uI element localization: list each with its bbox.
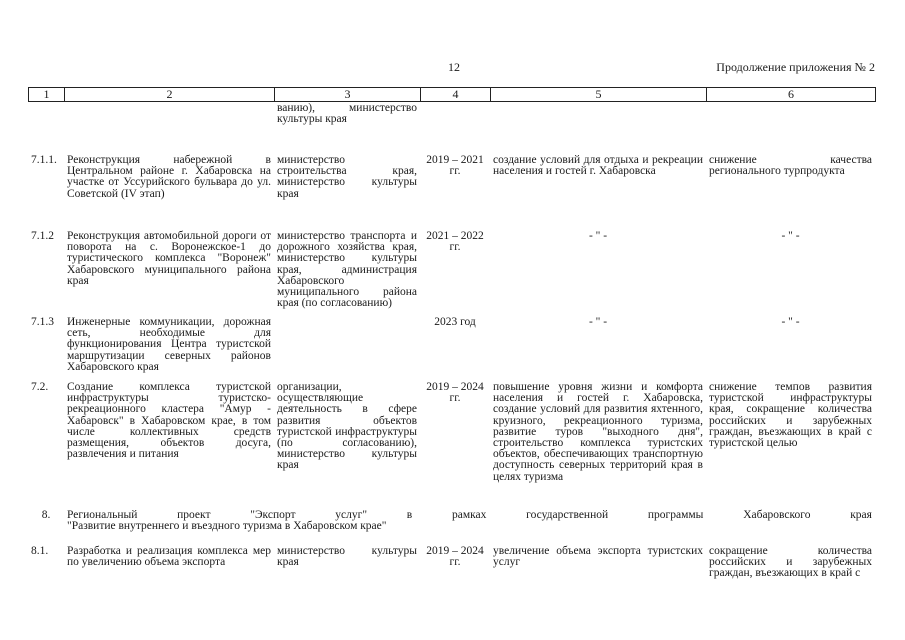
row-consequence: - " - — [781, 316, 800, 328]
section-word: проект — [177, 509, 211, 521]
table-row — [28, 155, 875, 231]
section-word: Региональный — [67, 509, 138, 521]
table-row — [28, 317, 875, 382]
row-executor: министерство строительства края, министерство культуры края — [277, 154, 417, 200]
section-word: услуг" — [335, 509, 368, 521]
row-number: 7.1.1. — [31, 154, 57, 166]
row-result: - " - — [588, 316, 608, 328]
row-number: 7.1.2 — [31, 230, 54, 242]
row-period: 2019 – 2024 гг. — [426, 545, 484, 569]
row-executor: министерство транспорта и дорожного хозяйства края, министерство культуры края, администрация Хабаровского муниципального района края (по согласованию) — [277, 230, 417, 310]
section-number: 8. — [41, 509, 51, 521]
column-number-header — [28, 87, 876, 102]
col-header-5: 5 — [491, 88, 707, 102]
page-number: 12 — [448, 60, 460, 74]
table-row — [28, 546, 875, 592]
row-result: увеличение объема экспорта туристских услуг — [493, 545, 703, 569]
carryover-executor: ванию), министерство культуры края — [277, 102, 417, 126]
section-title-line2: "Развитие внутреннего и въездного туризма в Хабаровском крае" — [67, 520, 387, 533]
section-word: края — [850, 509, 872, 521]
col-header-4: 4 — [421, 88, 491, 102]
section-word: в — [406, 509, 413, 521]
section-8-row — [28, 510, 875, 546]
row-result: - " - — [588, 230, 608, 242]
section-word: "Экспорт — [250, 509, 296, 521]
row-name: Инженерные коммуникации, дорожная сеть, необходимые для функционирования Центра туристской маршрутизации северных районов Хабаровского края — [67, 316, 271, 373]
row-number: 7.2. — [31, 381, 49, 393]
col-header-1: 1 — [29, 88, 65, 102]
row-executor: министерство культуры края — [277, 545, 417, 569]
section-word: государственной — [526, 509, 609, 521]
carryover-row — [28, 103, 875, 155]
row-consequence: сокращение количества российских и зарубежных граждан, въезжающих в край с — [709, 545, 872, 580]
row-name: Реконструкция автомобильной дороги от поворота на с. Воронежское-1 до туристического комплекса "Воронеж" Хабаровского муниципального района края — [67, 230, 271, 287]
section-word: программы — [647, 509, 704, 521]
row-name: Реконструкция набережной в Центральном районе г. Хабаровска на участке от Уссурийского бульвара до ул. Советской (IV этап) — [67, 154, 271, 200]
col-header-3: 3 — [275, 88, 421, 102]
row-name: Разработка и реализация комплекса мер по увеличению объема экспорта — [67, 545, 271, 569]
row-consequence: - " - — [781, 230, 800, 242]
row-number: 8.1. — [31, 545, 49, 557]
continuation-label: Продолжение приложения № 2 — [716, 60, 875, 74]
col-header-6: 6 — [707, 88, 876, 102]
row-period: 2021 – 2022 гг. — [426, 230, 484, 254]
row-consequence: снижение темпов развития туристской инфраструктуры края, сокращение количества российских и зарубежных граждан, въезжающих в край с туристской целью — [709, 381, 872, 450]
row-period: 2019 – 2021 гг. — [426, 154, 484, 178]
col-header-2: 2 — [65, 88, 275, 102]
section-word: рамках — [452, 509, 487, 521]
row-result: создание условий для отдыха и рекреации населения и гостей г. Хабаровска — [493, 154, 703, 178]
row-name: Создание комплекса туристской инфраструктуры туристско-рекреационного кластера "Амур - Хабаровск" в Хабаровском крае, в том числе коллективных средств размещения, объектов досуга, развлечения и питания — [67, 381, 271, 461]
section-word: Хабаровского — [743, 509, 811, 521]
row-result: повышение уровня жизни и комфорта населения и гостей г. Хабаровска, создание условий для развития яхтенного, круизного, рекреационного туризма, развитие туров "выходного дня", строительство комплекса туристских объектов, обеспечивающих транспортную доступность северных территорий края в целях туризма — [493, 381, 703, 483]
measures-table — [28, 103, 875, 592]
row-number: 7.1.3 — [31, 316, 54, 328]
row-period: 2023 год — [434, 316, 476, 328]
row-executor: организации, осуществляющие деятельность в сфере развития объектов туристской инфраструктуры (по согласованию), министерство культуры края — [277, 381, 417, 472]
row-executor — [274, 317, 420, 382]
table-row — [28, 382, 875, 510]
table-row — [28, 231, 875, 317]
section-title — [64, 510, 875, 546]
row-consequence: снижение качества регионального турпродукта — [709, 154, 872, 178]
row-period: 2019 – 2024 гг. — [426, 381, 484, 405]
